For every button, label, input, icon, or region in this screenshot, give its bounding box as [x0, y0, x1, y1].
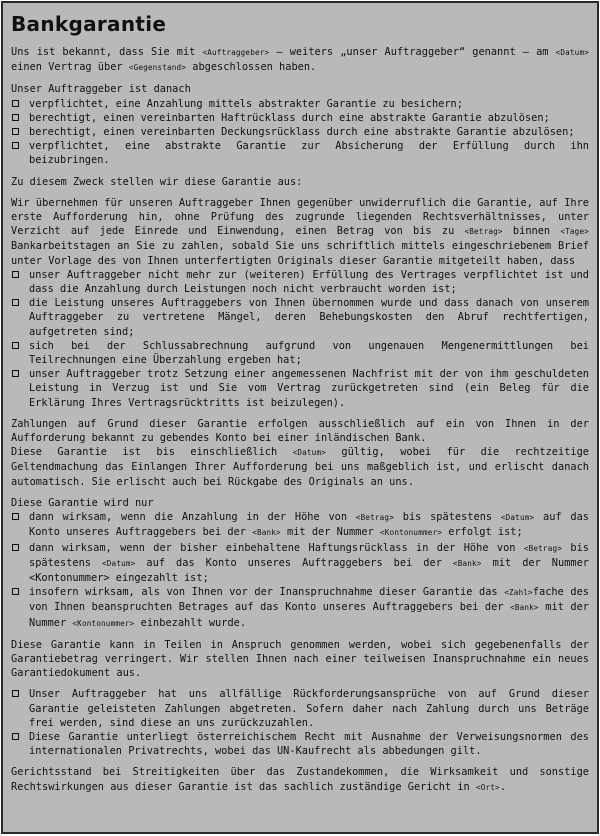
- document-title: Bankgarantie: [11, 12, 167, 36]
- placeholder-kontonummer: <Kontonummer>: [72, 618, 135, 628]
- jurisdiction-text: .: [499, 780, 507, 793]
- checkbox-icon[interactable]: [12, 544, 19, 551]
- intro-text: abgeschlossen haben.: [186, 61, 317, 74]
- placeholder-betrag: <Betrag>: [464, 227, 503, 237]
- obligation-text: berechtigt, einen vereinbarten Haftrücklass durch eine abstrakte Garantie abzulösen;: [29, 111, 550, 124]
- purpose-paragraph: Zu diesem Zweck stellen wir diese Garantie aus:: [11, 175, 303, 188]
- effect-text: bis spätestens: [29, 541, 589, 569]
- effect-text: auf das Konto unseres Auftraggebers bei der: [29, 511, 589, 539]
- placeholder-gegenstand: <Gegenstand>: [128, 63, 187, 73]
- checkbox-icon[interactable]: [12, 142, 19, 149]
- intro-text: Uns ist bekannt, dass Sie mit: [11, 46, 203, 58]
- final-clause-text: Diese Garantie unterliegt österreichischem Recht mit Ausnahme der Verweisungsnormen des internationalen Privatrechts, wobei das UN-Kaufrecht als abbedungen gilt.: [29, 730, 589, 758]
- effect-text: dann wirksam, wenn der bisher einbehaltene Haftungsrücklass in der Höhe von: [29, 541, 524, 554]
- effect-item: [11, 541, 589, 586]
- effect-text: erfolgt ist;: [442, 526, 523, 539]
- final-clause-item: [11, 687, 589, 730]
- checkbox-icon[interactable]: [12, 299, 19, 306]
- condition-text: sich bei der Schlussabrechnung aufgrund von ungenauen Mengenermittlungen bei Teilrechnungen eine Überzahlung ergeben hat;: [29, 339, 589, 367]
- placeholder-tage: <Tage>: [560, 227, 589, 237]
- effect-text: bis spätestens: [393, 511, 501, 524]
- checkbox-icon[interactable]: [12, 100, 19, 107]
- obligation-text: verpflichtet, eine Anzahlung mittels abstrakter Garantie zu besichern;: [29, 97, 463, 110]
- jurisdiction-paragraph: [11, 765, 589, 794]
- condition-item: [11, 367, 589, 410]
- placeholder-ort: <Ort>: [475, 782, 500, 792]
- placeholder-betrag: <Betrag>: [523, 543, 563, 553]
- placeholder-bank: <Bank>: [252, 528, 281, 538]
- checkbox-icon[interactable]: [12, 733, 19, 740]
- placeholder-bank: <Bank>: [510, 603, 539, 613]
- condition-text: die Leistung unseres Auftraggebers von Ihnen übernommen wurde und dass danach von unserem Auftraggeber zu vertretene Mängel, deren Behebungskosten den Abruf rechtfertigen, aufgetreten sind;: [29, 297, 589, 338]
- effect-text: auf das Konto unseres Auftraggebers bei der: [135, 556, 453, 569]
- obligation-item: [11, 125, 589, 139]
- placeholder-datum: <Datum>: [102, 558, 136, 568]
- undertaking-paragraph: [11, 196, 589, 268]
- obligation-item: [11, 111, 589, 125]
- bank-guarantee-document: [1, 1, 599, 834]
- condition-list: [11, 268, 589, 410]
- condition-item: [11, 339, 589, 367]
- obligation-item: [11, 139, 589, 167]
- obligation-text: berechtigt, einen vereinbarten Deckungsrücklass durch eine abstrakte Garantie abzulösen;: [29, 126, 575, 139]
- intro-text: – weiters „unser Auftraggeber“ genannt – am: [269, 46, 556, 58]
- obligation-text: verpflichtet, eine abstrakte Garantie zur Absicherung der Erfüllung durch ihn beizubringen.: [29, 140, 589, 167]
- final-clause-item: [11, 730, 589, 758]
- effect-list: [11, 510, 589, 631]
- placeholder-betrag: <Betrag>: [355, 513, 394, 523]
- effect-item: [11, 510, 589, 540]
- effect-text: mit der Nummer: [29, 601, 589, 629]
- payment-paragraph: [11, 417, 589, 489]
- placeholder-zahl: <Zahl>: [504, 588, 533, 598]
- placeholder-datum: <Datum>: [500, 513, 535, 523]
- effect-text: mit der Nummer: [280, 526, 381, 539]
- checkbox-icon[interactable]: [12, 690, 19, 697]
- effect-lead: Diese Garantie wird nur: [11, 496, 154, 509]
- undertaking-text: Bankarbeitstagen an Sie zu zahlen, sobald Sie uns schriftlich mittels eingeschriebenem Brief unter Vorlage des von Ihnen unterfertigten Originals dieser Garantie mitgeteilt haben, dass: [11, 240, 589, 267]
- placeholder-kontonummer: <Kontonummer>: [380, 528, 443, 538]
- checkbox-icon[interactable]: [12, 588, 19, 595]
- final-clause-list: [11, 687, 589, 758]
- validity-text: gültig, wobei für die rechtzeitige Geltendmachung das Einlangen Ihrer Aufforderung bei uns maßgeblich ist, und erlischt danach automatisch. Sie erlischt auch bei Rückgabe des Originals an uns.: [11, 446, 589, 488]
- placeholder-bank: <Bank>: [452, 558, 482, 568]
- final-clause-text: Unser Auftraggeber hat uns allfällige Rückforderungsansprüche von auf Grund dieser Garantie geleisteten Zahlungen abgetreten. Sofern daher nach Zahlung durch uns Beträge frei werden, sind diese an uns zurückzuzahlen.: [29, 688, 589, 729]
- checkbox-icon[interactable]: [12, 370, 19, 377]
- obligation-item: [11, 97, 589, 111]
- placeholder-datum: <Datum>: [555, 48, 589, 57]
- placeholder-datum: <Datum>: [292, 448, 326, 458]
- undertaking-text: binnen: [502, 225, 561, 238]
- undertaking-text: Wir übernehmen für unseren Auftraggeber Ihnen gegenüber unwiderruflich die Garantie, auf Ihre erste Aufforderung hin, ohne Prüfung des zugrunde liegenden Rechtsverhältnisses, unter Verzicht auf jede Einrede und Einwendung, einen Betrag von bis zu: [11, 196, 589, 238]
- partial-claim-paragraph: Diese Garantie kann in Teilen in Anspruch genommen werden, wobei sich gegebenenfalls der Garantiebetrag verringert. Wir stellen Ihnen nach einer teilweisen Inanspruchnahme ein neues Garantiedokument aus.: [11, 638, 589, 680]
- checkbox-icon[interactable]: [12, 271, 19, 278]
- condition-text: unser Auftraggeber trotz Setzung einer angemessenen Nachfrist mit der von ihm geschuldeten Leistung in Verzug ist und Sie vom Vertrag zurückgetreten sind (ein Beleg für die Erklärung Ihres Vertragsrücktritts ist beizulegen).: [29, 368, 589, 409]
- checkbox-icon[interactable]: [12, 513, 19, 520]
- effect-text: fache des von Ihnen beanspruchten Betrages auf das Konto unseres Auftraggebers bei der: [29, 586, 589, 614]
- intro-paragraph: [11, 45, 589, 75]
- condition-text: unser Auftraggeber nicht mehr zur (weiteren) Erfüllung des Vertrages verpflichtet ist und dass die Anzahlung durch Leistungen noch nicht verbraucht worden ist;: [29, 268, 589, 296]
- effect-text: mit der Nummer <Kontonummer> eingezahlt ist;: [29, 556, 589, 584]
- payment-text: Zahlungen auf Grund dieser Garantie erfolgen ausschließlich auf ein von Ihnen in der Aufforderung bekannt zu gebendes Konto bei einer inländischen Bank.: [11, 417, 589, 445]
- intro-text: einen Vertrag über: [11, 61, 129, 74]
- obligation-list: [11, 97, 589, 168]
- checkbox-icon[interactable]: [12, 114, 19, 121]
- placeholder-auftraggeber: <Auftraggeber>: [202, 48, 270, 57]
- jurisdiction-text: Gerichtsstand bei Streitigkeiten über das Zustandekommen, die Wirksamkeit und sonstige Rechtswirkungen aus dieser Garantie ist das sachlich zuständige Gericht in: [11, 766, 589, 793]
- condition-item: [11, 296, 589, 339]
- checkbox-icon[interactable]: [12, 342, 19, 349]
- validity-text: Diese Garantie ist bis einschließlich: [11, 446, 293, 459]
- effect-item: [11, 585, 589, 631]
- obligation-lead: Unser Auftraggeber ist danach: [11, 83, 191, 96]
- effect-text: insofern wirksam, als von Ihnen vor der Inanspruchnahme dieser Garantie das: [29, 586, 505, 599]
- effect-text: dann wirksam, wenn die Anzahlung in der Höhe von: [29, 511, 356, 524]
- effect-text: einbezahlt wurde.: [134, 616, 247, 629]
- checkbox-icon[interactable]: [12, 128, 19, 135]
- condition-item: [11, 268, 589, 296]
